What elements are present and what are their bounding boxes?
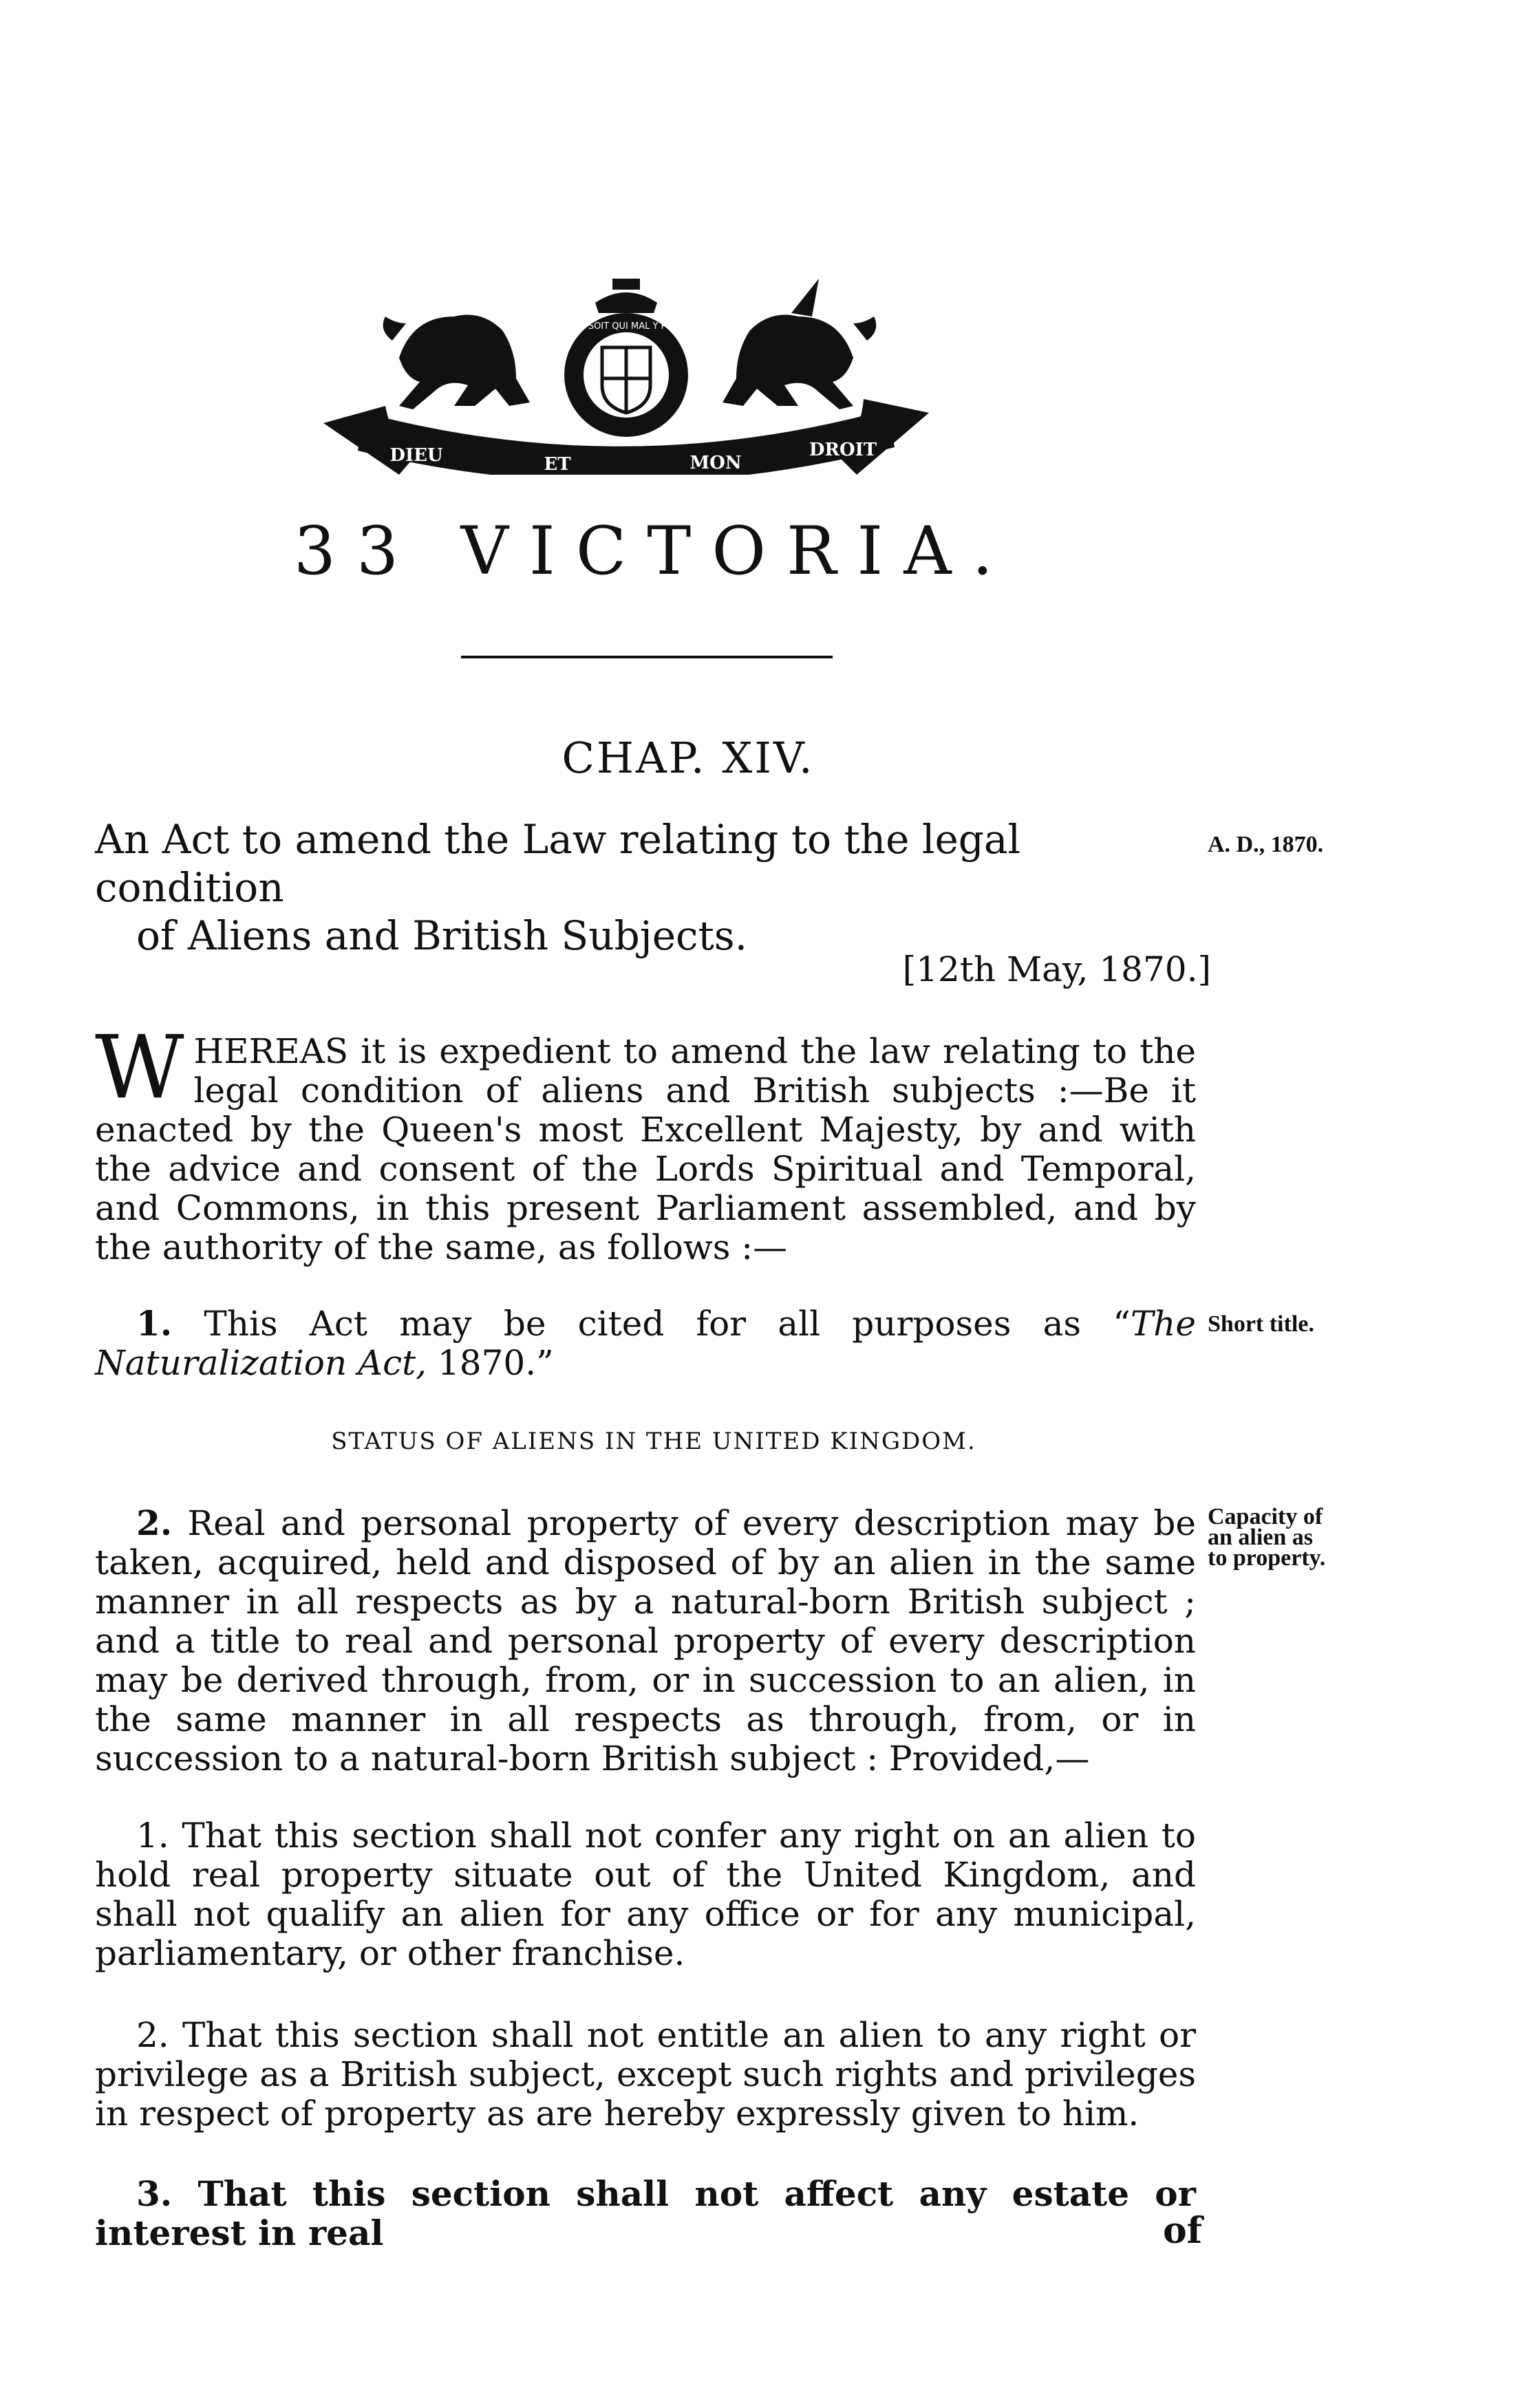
catchword: of (1163, 2210, 1203, 2252)
motto-scroll-word: MON (689, 453, 742, 473)
proviso-3 (95, 2174, 1196, 2253)
proviso-number: 3. (136, 2173, 173, 2214)
garter-motto: HONI SOIT QUI MAL Y PENSE (562, 321, 690, 332)
act-long-title (95, 815, 1210, 960)
margin-note-capacity (1208, 1504, 1326, 1571)
act-title-line: An Act to amend the Law relating to the legal condition (95, 816, 1021, 911)
section-2 (95, 1503, 1196, 1778)
section-text: This Act may be cited for all purposes as “ (204, 1304, 1131, 1344)
section-number: 2. (136, 1503, 173, 1543)
motto-scroll-word: DIEU (389, 445, 443, 466)
margin-note-line: an alien as (1208, 1525, 1314, 1550)
proviso-text: That this section shall not confer any right on an alien to hold real property situate out of the United Kingdom, and shall not qualify an alien for any office or for any municipal, parliamentary, or other franchise. (95, 1816, 1196, 1973)
act-title-line: of Aliens and British Subjects. (136, 912, 748, 959)
section-text: Real and personal property of every description may be taken, acquired, held and disposed of by an alien in the same manner in all respects as by a natural-born British subject ; and a title to real and personal property of every description may be derived through, from, or in succession to an alien, in the same manner in all respects as through, from, or in succession to a natural-born British subject : Provided,— (95, 1503, 1196, 1778)
regnal-heading: 33 VICTORIA. (293, 513, 1014, 590)
proviso-number: 1. (136, 1816, 169, 1856)
section-1 (95, 1304, 1196, 1383)
margin-note-short-title: Short title. (1208, 1311, 1314, 1337)
divider-rule (461, 656, 833, 658)
short-title-italic: The Naturalization Act, (95, 1304, 1196, 1383)
chapter-number: CHAP. XIV. (562, 733, 815, 783)
margin-note-line: Capacity of (1208, 1504, 1323, 1529)
section-number: 1. (136, 1303, 173, 1344)
margin-note-year: A. D., 1870. (1208, 832, 1324, 857)
proviso-2 (95, 2016, 1196, 2133)
section-text: 1870.” (427, 1343, 554, 1383)
assent-date: [12th May, 1870.] (902, 949, 1211, 989)
proviso-text: That this section shall not entitle an alien to any right or privilege as a British subject, except such rights and privileges in respect of property as are hereby expressly given to him. (95, 2015, 1197, 2133)
drop-cap: W (95, 1017, 184, 1118)
preamble (95, 1017, 1196, 1267)
motto-scroll-word: ET (544, 454, 571, 475)
proviso-text: That this section shall not affect any estate or interest in real (95, 2173, 1196, 2253)
preamble-text: HEREAS it is expedient to amend the law relating to the legal condition of aliens and British subjects :—Be it enacted by the Queen's most Excellent Majesty, by and with the advice and consent of the Lords Spiritual and Temporal, and Commons, in this present Parliament assembled, and by the authority of the same, as follows :— (95, 1031, 1196, 1267)
margin-note-line: to property. (1208, 1545, 1326, 1571)
motto-scroll-word: DROIT (809, 440, 877, 460)
cross-heading: STATUS OF ALIENS IN THE UNITED KINGDOM. (331, 1428, 976, 1455)
royal-coat-of-arms (310, 275, 943, 475)
proviso-number: 2. (136, 2015, 169, 2055)
proviso-1 (95, 1816, 1196, 1973)
